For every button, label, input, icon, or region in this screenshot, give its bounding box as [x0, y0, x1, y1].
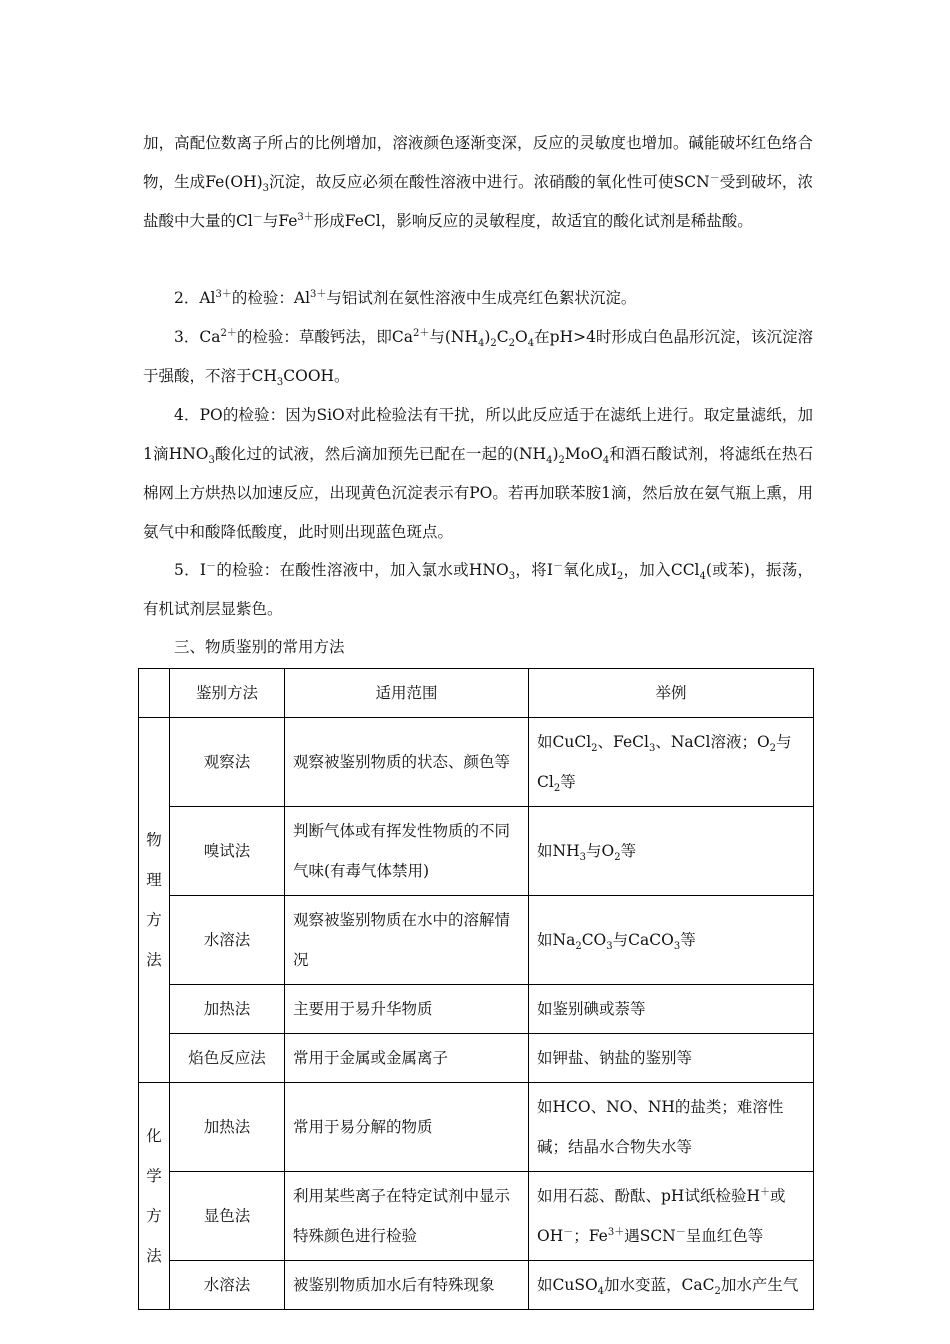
method-cell: 水溶法 [170, 1261, 285, 1310]
example-cell: 如CuSO$_4$加水变蓝，CaC$_2$加水产生气 [529, 1261, 814, 1310]
method-cell: 水溶法 [170, 896, 285, 985]
paragraph-po-test: 4．PO的检验：因为SiO对此检验法有干扰，所以此反应适于在滤纸上进行。取定量滤纸，加1滴$HNO_3$酸化过的试液，然后滴加预先已配在一起的$(NH_4)_2MoO_4$和酒石酸试剂，将滤纸在热石棉网上方烘热以加速反应，出现黄色沉淀表示有PO。若再加联苯胺1滴，然后放在氨气瓶上熏，用氨气中和酸降低酸度，此时则出现蓝色斑点。 [143, 406, 813, 541]
table-header-cell: 鉴别方法 [170, 669, 285, 718]
example-cell: 如用石蕊、酚酞、pH试纸检验H＋或OH－；$Fe^{3+}$遇SCN－呈血红色等 [529, 1172, 814, 1261]
paragraph-al-test: 2．$Al^{3+}$的检验：$Al^{3+}$与铝试剂在氨性溶液中生成亮红色絮状沉淀。 [174, 288, 637, 307]
method-cell: 嗅试法 [170, 807, 285, 896]
scope-cell: 观察被鉴别物质在水中的溶解情况 [285, 896, 529, 985]
method-cell: 加热法 [170, 1083, 285, 1172]
category-cell [139, 718, 170, 1083]
table-row [139, 896, 814, 985]
category-char: 学 [146, 1167, 162, 1185]
method-cell: 焰色反应法 [170, 1034, 285, 1083]
category-cell [139, 1083, 170, 1310]
category-char: 法 [146, 1247, 162, 1265]
method-cell: 观察法 [170, 718, 285, 807]
category-char: 理 [146, 871, 162, 889]
category-char: 物 [146, 831, 162, 849]
example-cell: 如HCO、NO、NH的盐类；难溶性碱；结晶水合物失水等 [529, 1083, 814, 1172]
scope-cell: 常用于易分解的物质 [285, 1083, 529, 1172]
section-title: 三、物质鉴别的常用方法 [174, 638, 345, 656]
table-row [139, 1261, 814, 1310]
scope-cell: 被鉴别物质加水后有特殊现象 [285, 1261, 529, 1310]
table-row [139, 1034, 814, 1083]
category-char: 化 [146, 1127, 162, 1145]
category-char: 法 [146, 951, 162, 969]
scope-cell: 利用某些离子在特定试剂中显示特殊颜色进行检验 [285, 1172, 529, 1261]
table-row [139, 1083, 814, 1172]
scope-cell: 常用于金属或金属离子 [285, 1034, 529, 1083]
paragraph-iodide-test: 5．I－的检验：在酸性溶液中，加入氯水或$HNO_3$，将I－氧化成$I_2$，加入CCl$_4$(或苯)，振荡，有机试剂层显紫色。 [143, 560, 813, 618]
table-row [139, 807, 814, 896]
table-header-cell: 举例 [529, 669, 814, 718]
paragraph-ca-test: 3．$Ca^{2+}$的检验：草酸钙法，即$Ca^{2+}$与$(NH_4)_2C_2O_4$在pH>4时形成白色晶形沉淀，该沉淀溶于强酸，不溶于$CH_3COOH$。 [143, 327, 813, 389]
table-header-cell: 适用范围 [285, 669, 529, 718]
scope-cell: 主要用于易升华物质 [285, 985, 529, 1034]
scope-cell: 判断气体或有挥发性物质的不同气味(有毒气体禁用) [285, 807, 529, 896]
example-cell: 如$NH_3$与$O_2$等 [529, 807, 814, 896]
example-cell: 如$Na_2CO_3$与CaCO$_3$等 [529, 896, 814, 985]
table-row [139, 1172, 814, 1261]
category-char: 方 [146, 911, 162, 929]
example-cell: 如钾盐、钠盐的鉴别等 [529, 1034, 814, 1083]
table-row [139, 985, 814, 1034]
paragraph-fe-scn-continuation: 加，高配位数离子所占的比例增加，溶液颜色逐渐变深，反应的灵敏度也增加。碱能破坏红色络合物，生成$Fe(OH)_3$沉淀，故反应必须在酸性溶液中进行。浓硝酸的氧化性可使SCN－受到破坏，浓盐酸中大量的Cl－与$Fe^{3+}$形成FeCl，影响反应的灵敏程度，故适宜的酸化试剂是稀盐酸。 [143, 134, 813, 230]
example-cell: 如CuCl$_2$、FeCl$_3$、NaCl溶液；$O_2$与$Cl_2$等 [529, 718, 814, 807]
scope-cell: 观察被鉴别物质的状态、颜色等 [285, 718, 529, 807]
method-cell: 加热法 [170, 985, 285, 1034]
identification-methods-table [138, 668, 814, 1310]
method-cell: 显色法 [170, 1172, 285, 1261]
category-char: 方 [146, 1207, 162, 1225]
table-header-cell [139, 669, 170, 718]
table-row [139, 718, 814, 807]
example-cell: 如鉴别碘或萘等 [529, 985, 814, 1034]
table-header-row [139, 669, 814, 718]
